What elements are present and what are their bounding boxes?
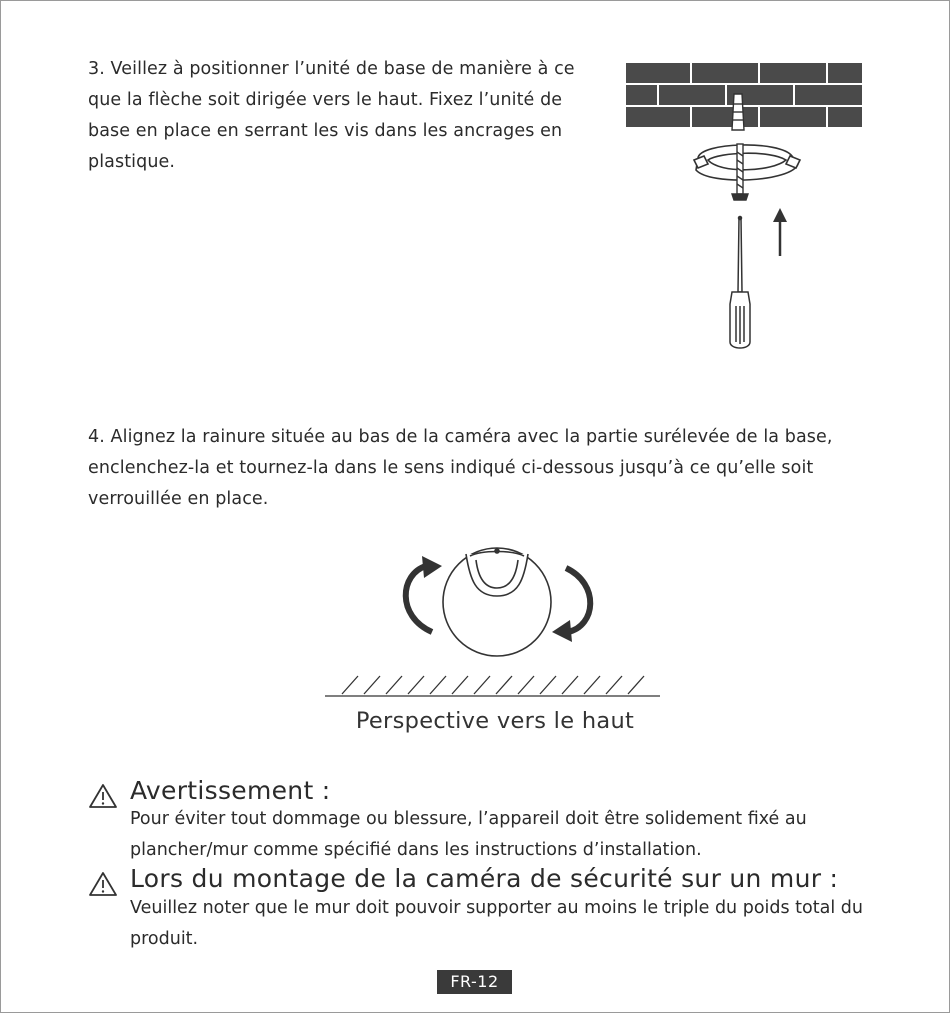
up-arrow-icon: [773, 208, 787, 256]
warning-triangle-icon: [88, 871, 118, 897]
wall-mount-warning-body: Veuillez noter que le mur doit pouvoir supporter au moins le triple du poids total du produit.: [130, 898, 863, 949]
rotate-clockwise-arrow-icon-2: [552, 568, 590, 642]
warning-body: Pour éviter tout dommage ou blessure, l’appareil doit être solidement fixé au plancher/mur comme spécifié dans les instructions d’installation.: [130, 809, 807, 860]
camera-rotation-illustration: [320, 540, 670, 710]
step-3-instruction: 3. Veillez à positionner l’unité de base de manière à ce que la flèche soit dirigée vers le haut. Fixez l’unité de base en place en serrant les vis dans les ancrages en plastique.: [88, 59, 575, 172]
plastic-anchor: [732, 94, 744, 130]
floor-hatching: [325, 676, 660, 696]
rotate-clockwise-arrow-icon: [406, 556, 442, 632]
wall-mount-illustration: [620, 60, 870, 360]
screwdriver: [730, 217, 750, 349]
camera-body: [443, 548, 551, 656]
warning-title: Avertissement :: [130, 776, 331, 805]
wall-mount-warning-title: Lors du montage de la caméra de sécurité sur un mur :: [130, 864, 839, 893]
warning-triangle-icon: [88, 783, 118, 809]
page-number-badge: FR-12: [437, 970, 512, 994]
base-unit: [694, 145, 800, 180]
step-4-instruction: 4. Alignez la rainure située au bas de la caméra avec la partie surélevée de la base, enclenchez-la et tournez-la dans le sens indiqué ci-dessous jusqu’à ce qu’elle soit verrouillée en place.: [88, 427, 833, 509]
figure-caption: Perspective vers le haut: [355, 708, 635, 734]
